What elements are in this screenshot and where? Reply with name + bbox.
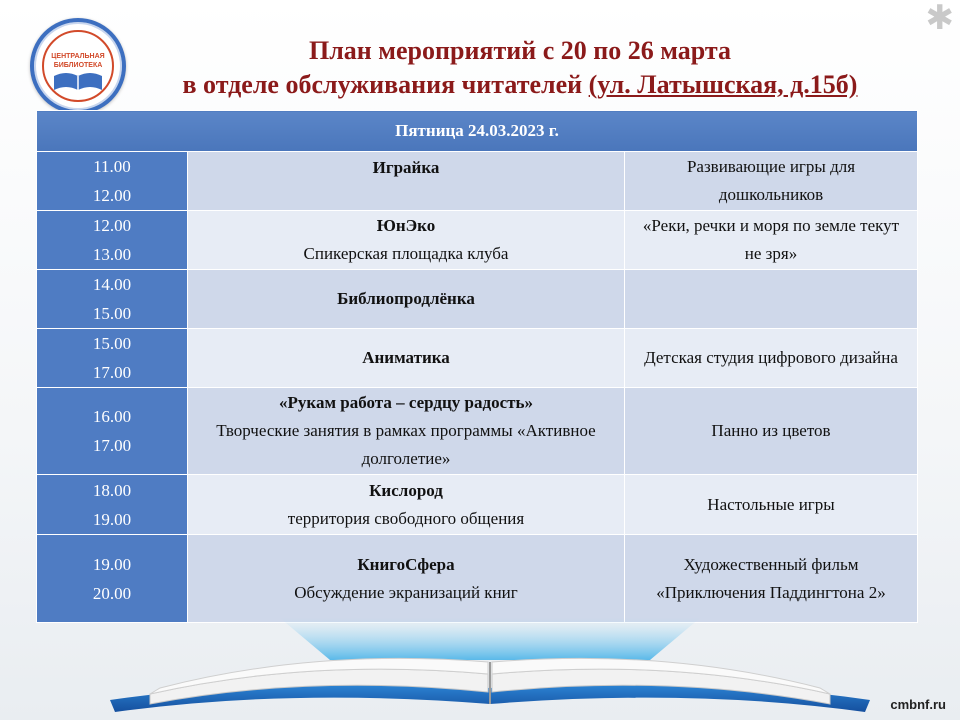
title-line-2-prefix: в отделе обслуживания читателей xyxy=(182,70,589,99)
time-end: 17.00 xyxy=(92,436,132,455)
event-subtitle: Спикерская площадка клуба xyxy=(303,244,509,263)
event-name-cell xyxy=(188,388,625,475)
time-end: 20.00 xyxy=(92,583,132,603)
event-name: Играйка xyxy=(372,158,440,177)
event-description: Развивающие игры для дошкольников xyxy=(625,152,918,211)
time-cell xyxy=(37,475,188,535)
table-row xyxy=(37,329,918,388)
table-header-row xyxy=(37,111,918,152)
event-name: КнигоСфера xyxy=(357,554,455,574)
time-end: 12.00 xyxy=(92,186,132,205)
time-end: 17.00 xyxy=(92,363,132,382)
event-name: Кислород xyxy=(369,480,443,500)
day-header: Пятница 24.03.2023 г. xyxy=(37,111,918,152)
event-description: Панно из цветов xyxy=(625,388,918,475)
time-cell xyxy=(37,388,188,475)
schedule-table xyxy=(36,110,918,623)
event-description: «Реки, речки и моря по земле текут не зря» xyxy=(625,211,918,270)
site-watermark: cmbnf.ru xyxy=(890,697,946,712)
time-start: 19.00 xyxy=(92,554,132,574)
event-name-cell xyxy=(188,152,625,211)
time-start: 15.00 xyxy=(92,334,132,353)
star-decoration-icon: ✱ xyxy=(925,0,954,37)
time-start: 12.00 xyxy=(92,216,132,235)
time-start: 14.00 xyxy=(92,275,132,294)
time-end: 15.00 xyxy=(92,304,132,323)
table-row xyxy=(37,211,918,270)
logo-text: ЦЕНТРАЛЬНАЯ БИБЛИОТЕКА xyxy=(51,53,105,69)
event-description: Настольные игры xyxy=(625,475,918,535)
time-end: 13.00 xyxy=(92,245,132,264)
time-cell xyxy=(37,152,188,211)
event-description: Детская студия цифрового дизайна xyxy=(625,329,918,388)
event-name: ЮнЭко xyxy=(376,216,436,235)
event-subtitle: Творческие занятия в рамках программы «Активное долголетие» xyxy=(216,421,596,468)
open-book-illustration xyxy=(90,608,890,720)
time-cell xyxy=(37,211,188,270)
event-name-cell xyxy=(188,270,625,329)
title-line-1: План мероприятий с 20 по 26 марта xyxy=(309,36,731,65)
event-description: Художественный фильм «Приключения Паддингтона 2» xyxy=(625,535,918,623)
event-name: Аниматика xyxy=(362,348,450,367)
table-row xyxy=(37,475,918,535)
title-line-2 xyxy=(150,68,890,102)
event-name-cell xyxy=(188,475,625,535)
time-start: 16.00 xyxy=(92,407,132,426)
time-end: 19.00 xyxy=(92,509,132,529)
table-row xyxy=(37,152,918,211)
page-title xyxy=(150,34,890,102)
time-start: 18.00 xyxy=(92,480,132,500)
time-start: 11.00 xyxy=(93,157,131,176)
event-name: «Рукам работа – сердцу радость» xyxy=(279,393,533,412)
event-name-cell xyxy=(188,211,625,270)
library-logo xyxy=(30,18,126,114)
table-row xyxy=(37,388,918,475)
event-name: Библиопродлёнка xyxy=(337,289,475,308)
open-book-icon xyxy=(52,70,104,92)
time-cell xyxy=(37,270,188,329)
time-cell xyxy=(37,329,188,388)
event-subtitle: Обсуждение экранизаций книг xyxy=(294,582,518,602)
event-subtitle: территория свободного общения xyxy=(287,508,525,528)
table-row xyxy=(37,270,918,329)
event-description xyxy=(625,270,918,329)
title-address: (ул. Латышская, д.15б) xyxy=(588,70,858,99)
event-name-cell xyxy=(188,329,625,388)
